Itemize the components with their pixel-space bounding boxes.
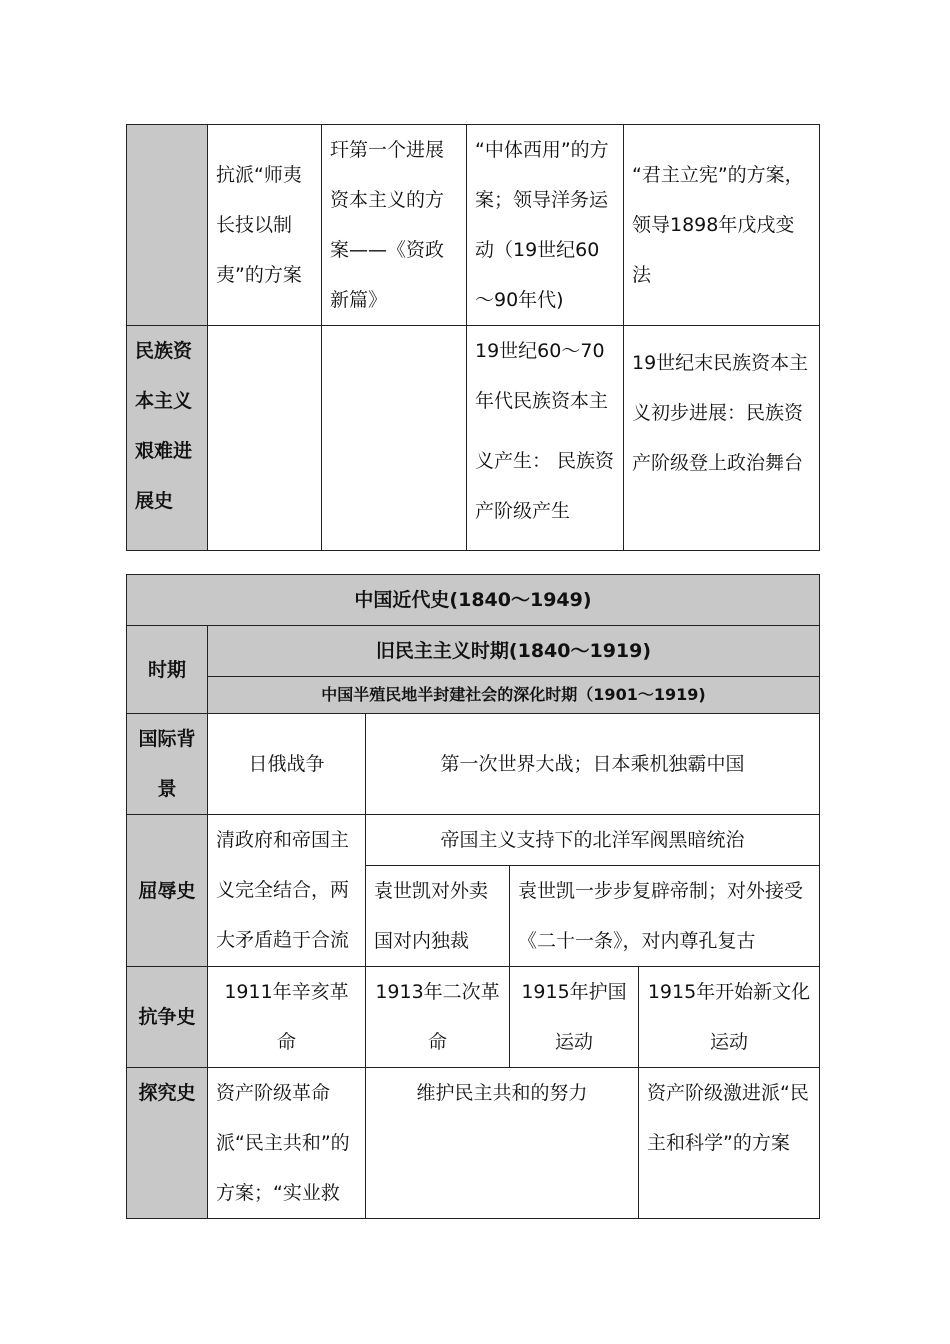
cell-text: 19世纪60～70年代民族资本主 bbox=[475, 340, 609, 412]
row-label: 民族资本主义艰难进展史 bbox=[127, 326, 208, 551]
cell-text: 1915年开始新文化运动 bbox=[639, 967, 820, 1068]
table-row bbox=[127, 326, 820, 551]
cell-text: 日俄战争 bbox=[208, 714, 366, 815]
cell-text: “君主立宪”的方案，领导1898年戊戌变法 bbox=[624, 125, 820, 326]
cell-text: “中体西用”的方案；领导洋务运动（19世纪60～90年代) bbox=[467, 125, 624, 326]
row-label-empty bbox=[127, 125, 208, 326]
period-heading: 旧民主主义时期(1840～1919) bbox=[208, 626, 820, 677]
cell-text: 义产生： 民族资产阶级产生 bbox=[475, 450, 615, 522]
cell-text: 清政府和帝国主义完全结合，两大矛盾趋于合流 bbox=[208, 815, 366, 967]
subperiod-heading: 中国半殖民地半封建社会的深化时期（1901～1919) bbox=[208, 677, 820, 714]
row-label-international: 国际背景 bbox=[127, 714, 208, 815]
cell-text: 资产阶级革命派“民主共和”的方案；“实业救 bbox=[208, 1068, 366, 1219]
cell-text: 19世纪末民族资本主义初步进展：民族资产阶级登上政治舞台 bbox=[624, 326, 820, 551]
cell-empty bbox=[322, 326, 467, 551]
cell-text: 玕第一个进展资本主义的方案——《资政新篇》 bbox=[322, 125, 467, 326]
cell-text: 资产阶级激进派“民主和科学”的方案 bbox=[639, 1068, 820, 1219]
row-label-humiliation: 屈辱史 bbox=[127, 815, 208, 967]
cell-text: 袁世凯对外卖国对内独裁 bbox=[366, 866, 510, 967]
row-label-period: 时期 bbox=[127, 626, 208, 714]
cell-text: 第一次世界大战；日本乘机独霸中国 bbox=[366, 714, 820, 815]
table-continued bbox=[126, 124, 820, 551]
cell-empty bbox=[208, 326, 322, 551]
row-label-struggle: 抗争史 bbox=[127, 967, 208, 1068]
row-label-explore: 探究史 bbox=[127, 1068, 208, 1219]
cell-text: 1913年二次革命 bbox=[366, 967, 510, 1068]
history-table bbox=[126, 574, 820, 1219]
cell-text: 1911年辛亥革命 bbox=[208, 967, 366, 1068]
cell-text: 维护民主共和的努力 bbox=[366, 1068, 639, 1219]
cell-text: 袁世凯一步步复辟帝制；对外接受《二十一条》，对内尊孔复古 bbox=[510, 866, 820, 967]
cell-text-group bbox=[467, 326, 624, 551]
table-row bbox=[127, 125, 820, 326]
table-title: 中国近代史(1840～1949) bbox=[127, 575, 820, 626]
cell-text: 帝国主义支持下的北洋军阀黑暗统治 bbox=[366, 815, 820, 866]
cell-text: 1915年护国运动 bbox=[510, 967, 639, 1068]
cell-text: 抗派“师夷长技以制夷”的方案 bbox=[208, 125, 322, 326]
